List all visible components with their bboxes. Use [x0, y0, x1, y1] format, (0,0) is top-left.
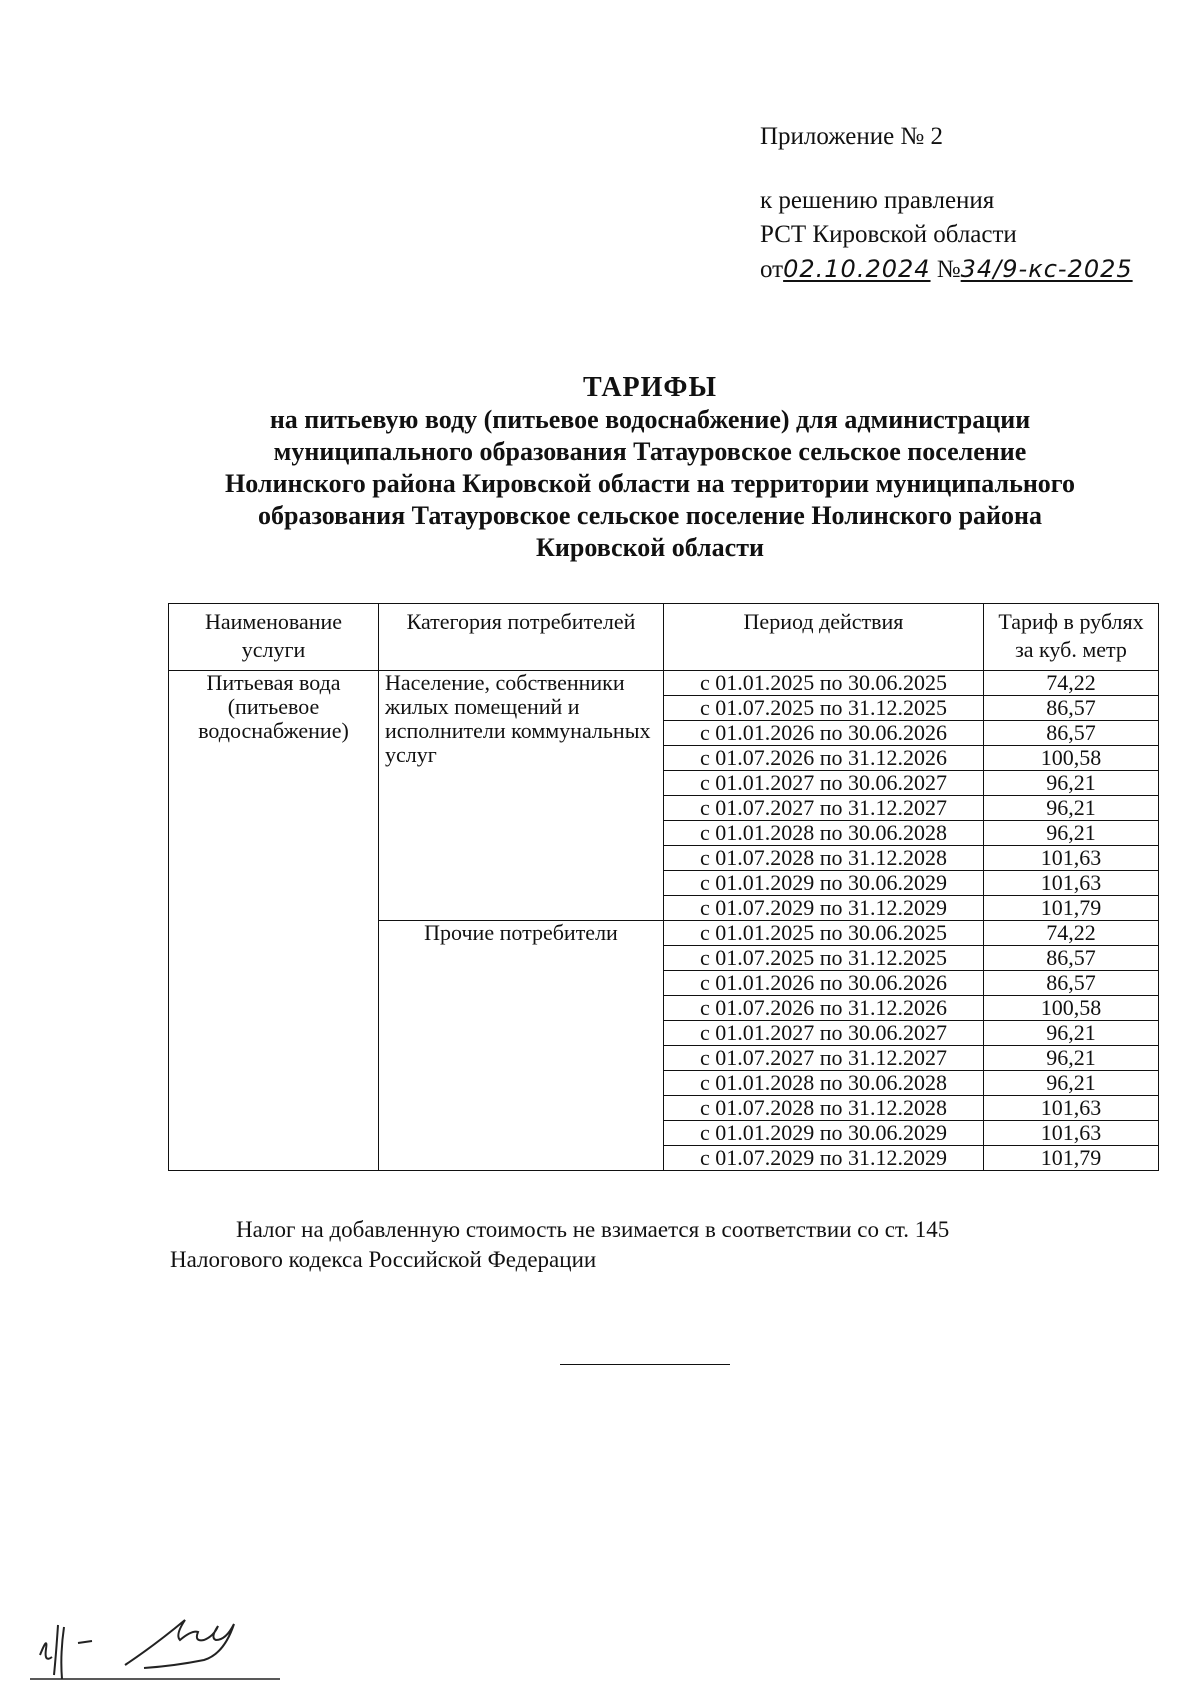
tariff-cell: 96,21: [984, 796, 1159, 821]
separator-line: [560, 1364, 730, 1365]
period-cell: с 01.01.2029 по 30.06.2029: [664, 1121, 984, 1146]
tariff-cell: 86,57: [984, 946, 1159, 971]
title-main: ТАРИФЫ: [583, 372, 717, 403]
period-cell: с 01.07.2029 по 31.12.2029: [664, 1146, 984, 1171]
title-line-1: на питьевую воду (питьевое водоснабжение) для администрации: [269, 405, 1031, 434]
title-line-2: муниципального образования Татауровское сельское поселение: [273, 437, 1027, 466]
tariff-cell: 101,63: [984, 846, 1159, 871]
tariff-cell: 86,57: [984, 721, 1159, 746]
document-title: [150, 372, 1150, 564]
header-period: Период действия: [664, 604, 984, 671]
signature-mark: [30, 1595, 290, 1690]
header-category: Категория потребителей: [379, 604, 664, 671]
period-cell: с 01.07.2027 по 31.12.2027: [664, 796, 984, 821]
tariff-cell: 100,58: [984, 996, 1159, 1021]
table-header-row: [169, 604, 1159, 671]
tariff-cell: 86,57: [984, 971, 1159, 996]
period-cell: с 01.07.2028 по 31.12.2028: [664, 846, 984, 871]
date-prefix: от: [760, 256, 784, 283]
tariff-cell: 101,63: [984, 1121, 1159, 1146]
tariff-cell: 96,21: [984, 1046, 1159, 1071]
tariff-cell: 74,22: [984, 921, 1159, 946]
period-cell: с 01.07.2027 по 31.12.2027: [664, 1046, 984, 1071]
handwritten-date: 02.10.2024: [783, 255, 931, 283]
period-cell: с 01.01.2025 по 30.06.2025: [664, 671, 984, 696]
period-cell: с 01.07.2025 по 31.12.2025: [664, 696, 984, 721]
service-name-cell: Питьевая вода (питьевое водоснабжение): [169, 671, 379, 1171]
period-cell: с 01.01.2028 по 30.06.2028: [664, 1071, 984, 1096]
number-prefix: №: [936, 256, 961, 283]
period-cell: с 01.07.2025 по 31.12.2025: [664, 946, 984, 971]
title-line-4: образования Татауровское сельское поселение Нолинского района: [258, 501, 1042, 530]
table-row: [169, 671, 1159, 696]
header-service: Наименование услуги: [169, 604, 379, 671]
tariff-table-body: [169, 671, 1159, 1171]
period-cell: с 01.01.2029 по 30.06.2029: [664, 871, 984, 896]
tariff-cell: 96,21: [984, 771, 1159, 796]
title-line-5: Кировской области: [536, 533, 764, 562]
period-cell: с 01.01.2028 по 30.06.2028: [664, 821, 984, 846]
category-cell: Население, собственники жилых помещений и исполнители коммунальных услуг: [379, 671, 664, 921]
period-cell: с 01.07.2026 по 31.12.2026: [664, 746, 984, 771]
tariff-cell: 101,63: [984, 871, 1159, 896]
tariff-cell: 86,57: [984, 696, 1159, 721]
category-cell: Прочие потребители: [379, 921, 664, 1171]
tariff-cell: 96,21: [984, 821, 1159, 846]
tariff-cell: 101,79: [984, 896, 1159, 921]
tariff-table: [168, 603, 1159, 1171]
period-cell: с 01.07.2029 по 31.12.2029: [664, 896, 984, 921]
decision-date-line: [760, 252, 1133, 287]
handwritten-number: 34/9-кс-2025: [960, 255, 1133, 283]
tariff-cell: 96,21: [984, 1071, 1159, 1096]
decision-line-1: к решению правления: [760, 187, 995, 214]
tariff-cell: 101,63: [984, 1096, 1159, 1121]
tariff-cell: 100,58: [984, 746, 1159, 771]
title-line-3: Нолинского района Кировской области на территории муниципального: [225, 469, 1075, 498]
appendix-block: [760, 120, 1133, 287]
period-cell: с 01.01.2025 по 30.06.2025: [664, 921, 984, 946]
vat-note: [170, 1215, 1120, 1275]
period-cell: с 01.01.2027 по 30.06.2027: [664, 1021, 984, 1046]
period-cell: с 01.07.2026 по 31.12.2026: [664, 996, 984, 1021]
tariff-cell: 101,79: [984, 1146, 1159, 1171]
period-cell: с 01.07.2028 по 31.12.2028: [664, 1096, 984, 1121]
period-cell: с 01.01.2026 по 30.06.2026: [664, 971, 984, 996]
vat-note-line-1: Налог на добавленную стоимость не взимается в соответствии со ст. 145: [236, 1217, 950, 1242]
decision-line-2: РСТ Кировской области: [760, 221, 1017, 248]
tariff-cell: 74,22: [984, 671, 1159, 696]
period-cell: с 01.01.2027 по 30.06.2027: [664, 771, 984, 796]
tariff-cell: 96,21: [984, 1021, 1159, 1046]
header-tariff: Тариф в рублях за куб. метр: [984, 604, 1159, 671]
appendix-label: Приложение № 2: [760, 123, 944, 150]
vat-note-line-2: Налогового кодекса Российской Федерации: [170, 1247, 597, 1272]
period-cell: с 01.01.2026 по 30.06.2026: [664, 721, 984, 746]
